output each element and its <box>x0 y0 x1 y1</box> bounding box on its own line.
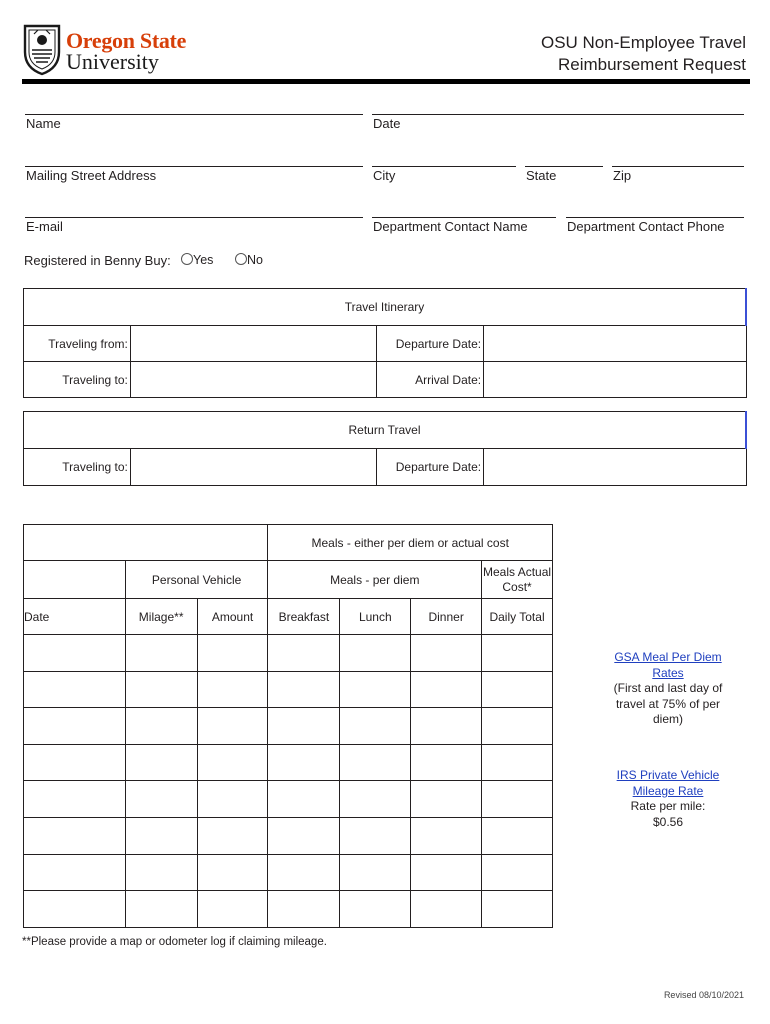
yes-radio-label: Yes <box>193 253 214 267</box>
arrival-date-label: Arrival Date: <box>377 362 484 398</box>
table-row <box>24 635 553 672</box>
expense-table <box>23 524 553 928</box>
meals-header: Meals - either per diem or actual cost <box>268 525 553 561</box>
logo-text-oregon-state: Oregon State <box>66 28 187 53</box>
daily-total-input-cell[interactable] <box>482 635 553 672</box>
amount-input-cell[interactable] <box>197 854 268 891</box>
date-input-cell[interactable] <box>24 671 126 708</box>
table-row <box>24 781 553 818</box>
milage-input-cell[interactable] <box>125 708 197 745</box>
return-departure-date-label: Departure Date: <box>377 449 484 486</box>
breakfast-input-cell[interactable] <box>268 854 340 891</box>
amount-input-cell[interactable] <box>197 781 268 818</box>
milage-input-cell[interactable] <box>125 744 197 781</box>
amount-input-cell[interactable] <box>197 671 268 708</box>
dept-contact-name-input-line[interactable] <box>372 217 556 218</box>
blank-subheader-cell <box>24 561 126 599</box>
revised-date: Revised 08/10/2021 <box>663 990 744 1000</box>
col-header-lunch: Lunch <box>340 599 411 635</box>
expense-rows <box>24 635 553 928</box>
col-header-dinner: Dinner <box>411 599 482 635</box>
logo-text-university: University <box>66 49 159 74</box>
table-row <box>24 854 553 891</box>
no-radio-label: No <box>247 253 263 267</box>
table-row <box>24 817 553 854</box>
breakfast-input-cell[interactable] <box>268 708 340 745</box>
amount-input-cell[interactable] <box>197 891 268 928</box>
col-header-daily-total: Daily Total <box>482 599 553 635</box>
irs-note-block <box>603 768 733 830</box>
state-input-line[interactable] <box>525 166 603 167</box>
title-line-1: OSU Non-Employee Travel <box>540 33 746 52</box>
rate-per-mile-value: $0.56 <box>652 814 684 829</box>
university-seal-icon <box>22 22 62 76</box>
col-header-amount: Amount <box>197 599 268 635</box>
amount-input-cell[interactable] <box>197 635 268 672</box>
col-header-breakfast: Breakfast <box>268 599 340 635</box>
gsa-note-text: (First and last day of travel at 75% of per diem) <box>613 681 723 726</box>
dept-contact-phone-input-line[interactable] <box>566 217 744 218</box>
date-input-cell[interactable] <box>24 708 126 745</box>
gsa-note-block <box>603 650 733 728</box>
dinner-input-cell[interactable] <box>411 891 482 928</box>
benny-buy-label: Registered in Benny Buy: <box>24 253 171 268</box>
lunch-input-cell[interactable] <box>340 635 411 672</box>
date-input-cell[interactable] <box>24 891 126 928</box>
milage-input-cell[interactable] <box>125 781 197 818</box>
lunch-input-cell[interactable] <box>340 854 411 891</box>
meals-per-diem-header: Meals - per diem <box>268 561 482 599</box>
daily-total-input-cell[interactable] <box>482 817 553 854</box>
traveling-from-input[interactable] <box>130 326 376 362</box>
irs-mileage-link[interactable]: IRS Private Vehicle Mileage Rate <box>616 768 720 798</box>
return-travel-table <box>23 411 747 486</box>
email-label: E-mail <box>26 219 63 234</box>
col-header-date: Date <box>24 599 126 635</box>
lunch-input-cell[interactable] <box>340 891 411 928</box>
dinner-input-cell[interactable] <box>411 854 482 891</box>
table-row <box>24 671 553 708</box>
travel-itinerary-title: Travel Itinerary <box>24 289 747 326</box>
dinner-input-cell[interactable] <box>411 635 482 672</box>
date-label: Date <box>373 116 401 131</box>
dinner-input-cell[interactable] <box>411 708 482 745</box>
lunch-input-cell[interactable] <box>340 671 411 708</box>
zip-label: Zip <box>613 168 632 183</box>
amount-input-cell[interactable] <box>197 744 268 781</box>
table-row <box>24 744 553 781</box>
return-traveling-to-input[interactable] <box>130 449 376 486</box>
arrival-date-input[interactable] <box>484 362 746 398</box>
return-travel-title: Return Travel <box>24 412 747 449</box>
milage-input-cell[interactable] <box>125 817 197 854</box>
daily-total-input-cell[interactable] <box>482 891 553 928</box>
breakfast-input-cell[interactable] <box>268 635 340 672</box>
breakfast-input-cell[interactable] <box>268 671 340 708</box>
date-input-cell[interactable] <box>24 854 126 891</box>
daily-total-input-cell[interactable] <box>482 854 553 891</box>
no-radio-button[interactable] <box>235 253 247 265</box>
lunch-input-cell[interactable] <box>340 781 411 818</box>
dept-contact-phone-label: Department Contact Phone <box>567 219 725 234</box>
breakfast-input-cell[interactable] <box>268 891 340 928</box>
date-input-line[interactable] <box>372 114 744 115</box>
dept-contact-name-label: Department Contact Name <box>373 219 528 234</box>
daily-total-input-cell[interactable] <box>482 671 553 708</box>
amount-input-cell[interactable] <box>197 708 268 745</box>
lunch-input-cell[interactable] <box>340 708 411 745</box>
amount-input-cell[interactable] <box>197 817 268 854</box>
zip-input-line[interactable] <box>612 166 744 167</box>
milage-input-cell[interactable] <box>125 854 197 891</box>
date-input-cell[interactable] <box>24 635 126 672</box>
departure-date-label: Departure Date: <box>377 326 484 362</box>
daily-total-input-cell[interactable] <box>482 708 553 745</box>
title-line-2: Reimbursement Request <box>557 55 746 74</box>
document-title <box>541 32 746 76</box>
breakfast-input-cell[interactable] <box>268 744 340 781</box>
table-row <box>24 891 553 928</box>
dinner-input-cell[interactable] <box>411 671 482 708</box>
departure-date-input[interactable] <box>484 326 746 362</box>
daily-total-input-cell[interactable] <box>482 781 553 818</box>
traveling-from-label: Traveling from: <box>24 326 131 362</box>
milage-input-cell[interactable] <box>125 891 197 928</box>
travel-itinerary-table <box>23 288 747 398</box>
state-label: State <box>526 168 557 183</box>
date-input-cell[interactable] <box>24 817 126 854</box>
breakfast-input-cell[interactable] <box>268 817 340 854</box>
osu-logo <box>22 22 202 76</box>
return-traveling-to-label: Traveling to: <box>24 449 131 486</box>
dinner-input-cell[interactable] <box>411 781 482 818</box>
name-label: Name <box>26 116 61 131</box>
benny-buy-no-option[interactable] <box>235 253 263 267</box>
date-input-cell[interactable] <box>24 781 126 818</box>
gsa-per-diem-link[interactable]: GSA Meal Per Diem Rates <box>614 650 722 680</box>
breakfast-input-cell[interactable] <box>268 781 340 818</box>
milage-input-cell[interactable] <box>125 671 197 708</box>
mileage-footnote: **Please provide a map or odometer log if claiming mileage. <box>22 936 327 948</box>
yes-radio-button[interactable] <box>181 253 193 265</box>
lunch-input-cell[interactable] <box>340 817 411 854</box>
lunch-input-cell[interactable] <box>340 744 411 781</box>
personal-vehicle-header: Personal Vehicle <box>125 561 268 599</box>
col-header-milage: Milage** <box>125 599 197 635</box>
name-input-line[interactable] <box>25 114 363 115</box>
table-row <box>24 708 553 745</box>
mailing-address-label: Mailing Street Address <box>26 168 157 183</box>
city-input-line[interactable] <box>372 166 516 167</box>
meals-actual-cost-header: Meals Actual Cost* <box>482 561 553 599</box>
date-input-cell[interactable] <box>24 744 126 781</box>
header-divider <box>22 79 750 84</box>
milage-input-cell[interactable] <box>125 635 197 672</box>
email-input-line[interactable] <box>25 217 363 218</box>
dinner-input-cell[interactable] <box>411 744 482 781</box>
return-departure-date-input[interactable] <box>484 449 746 486</box>
daily-total-input-cell[interactable] <box>482 744 553 781</box>
benny-buy-yes-option[interactable] <box>181 253 213 267</box>
mailing-address-input-line[interactable] <box>25 166 363 167</box>
traveling-to-label: Traveling to: <box>24 362 131 398</box>
city-label: City <box>373 168 396 183</box>
dinner-input-cell[interactable] <box>411 817 482 854</box>
blank-header-cell <box>24 525 268 561</box>
traveling-to-input[interactable] <box>130 362 376 398</box>
rate-per-mile-label: Rate per mile: <box>630 799 706 813</box>
